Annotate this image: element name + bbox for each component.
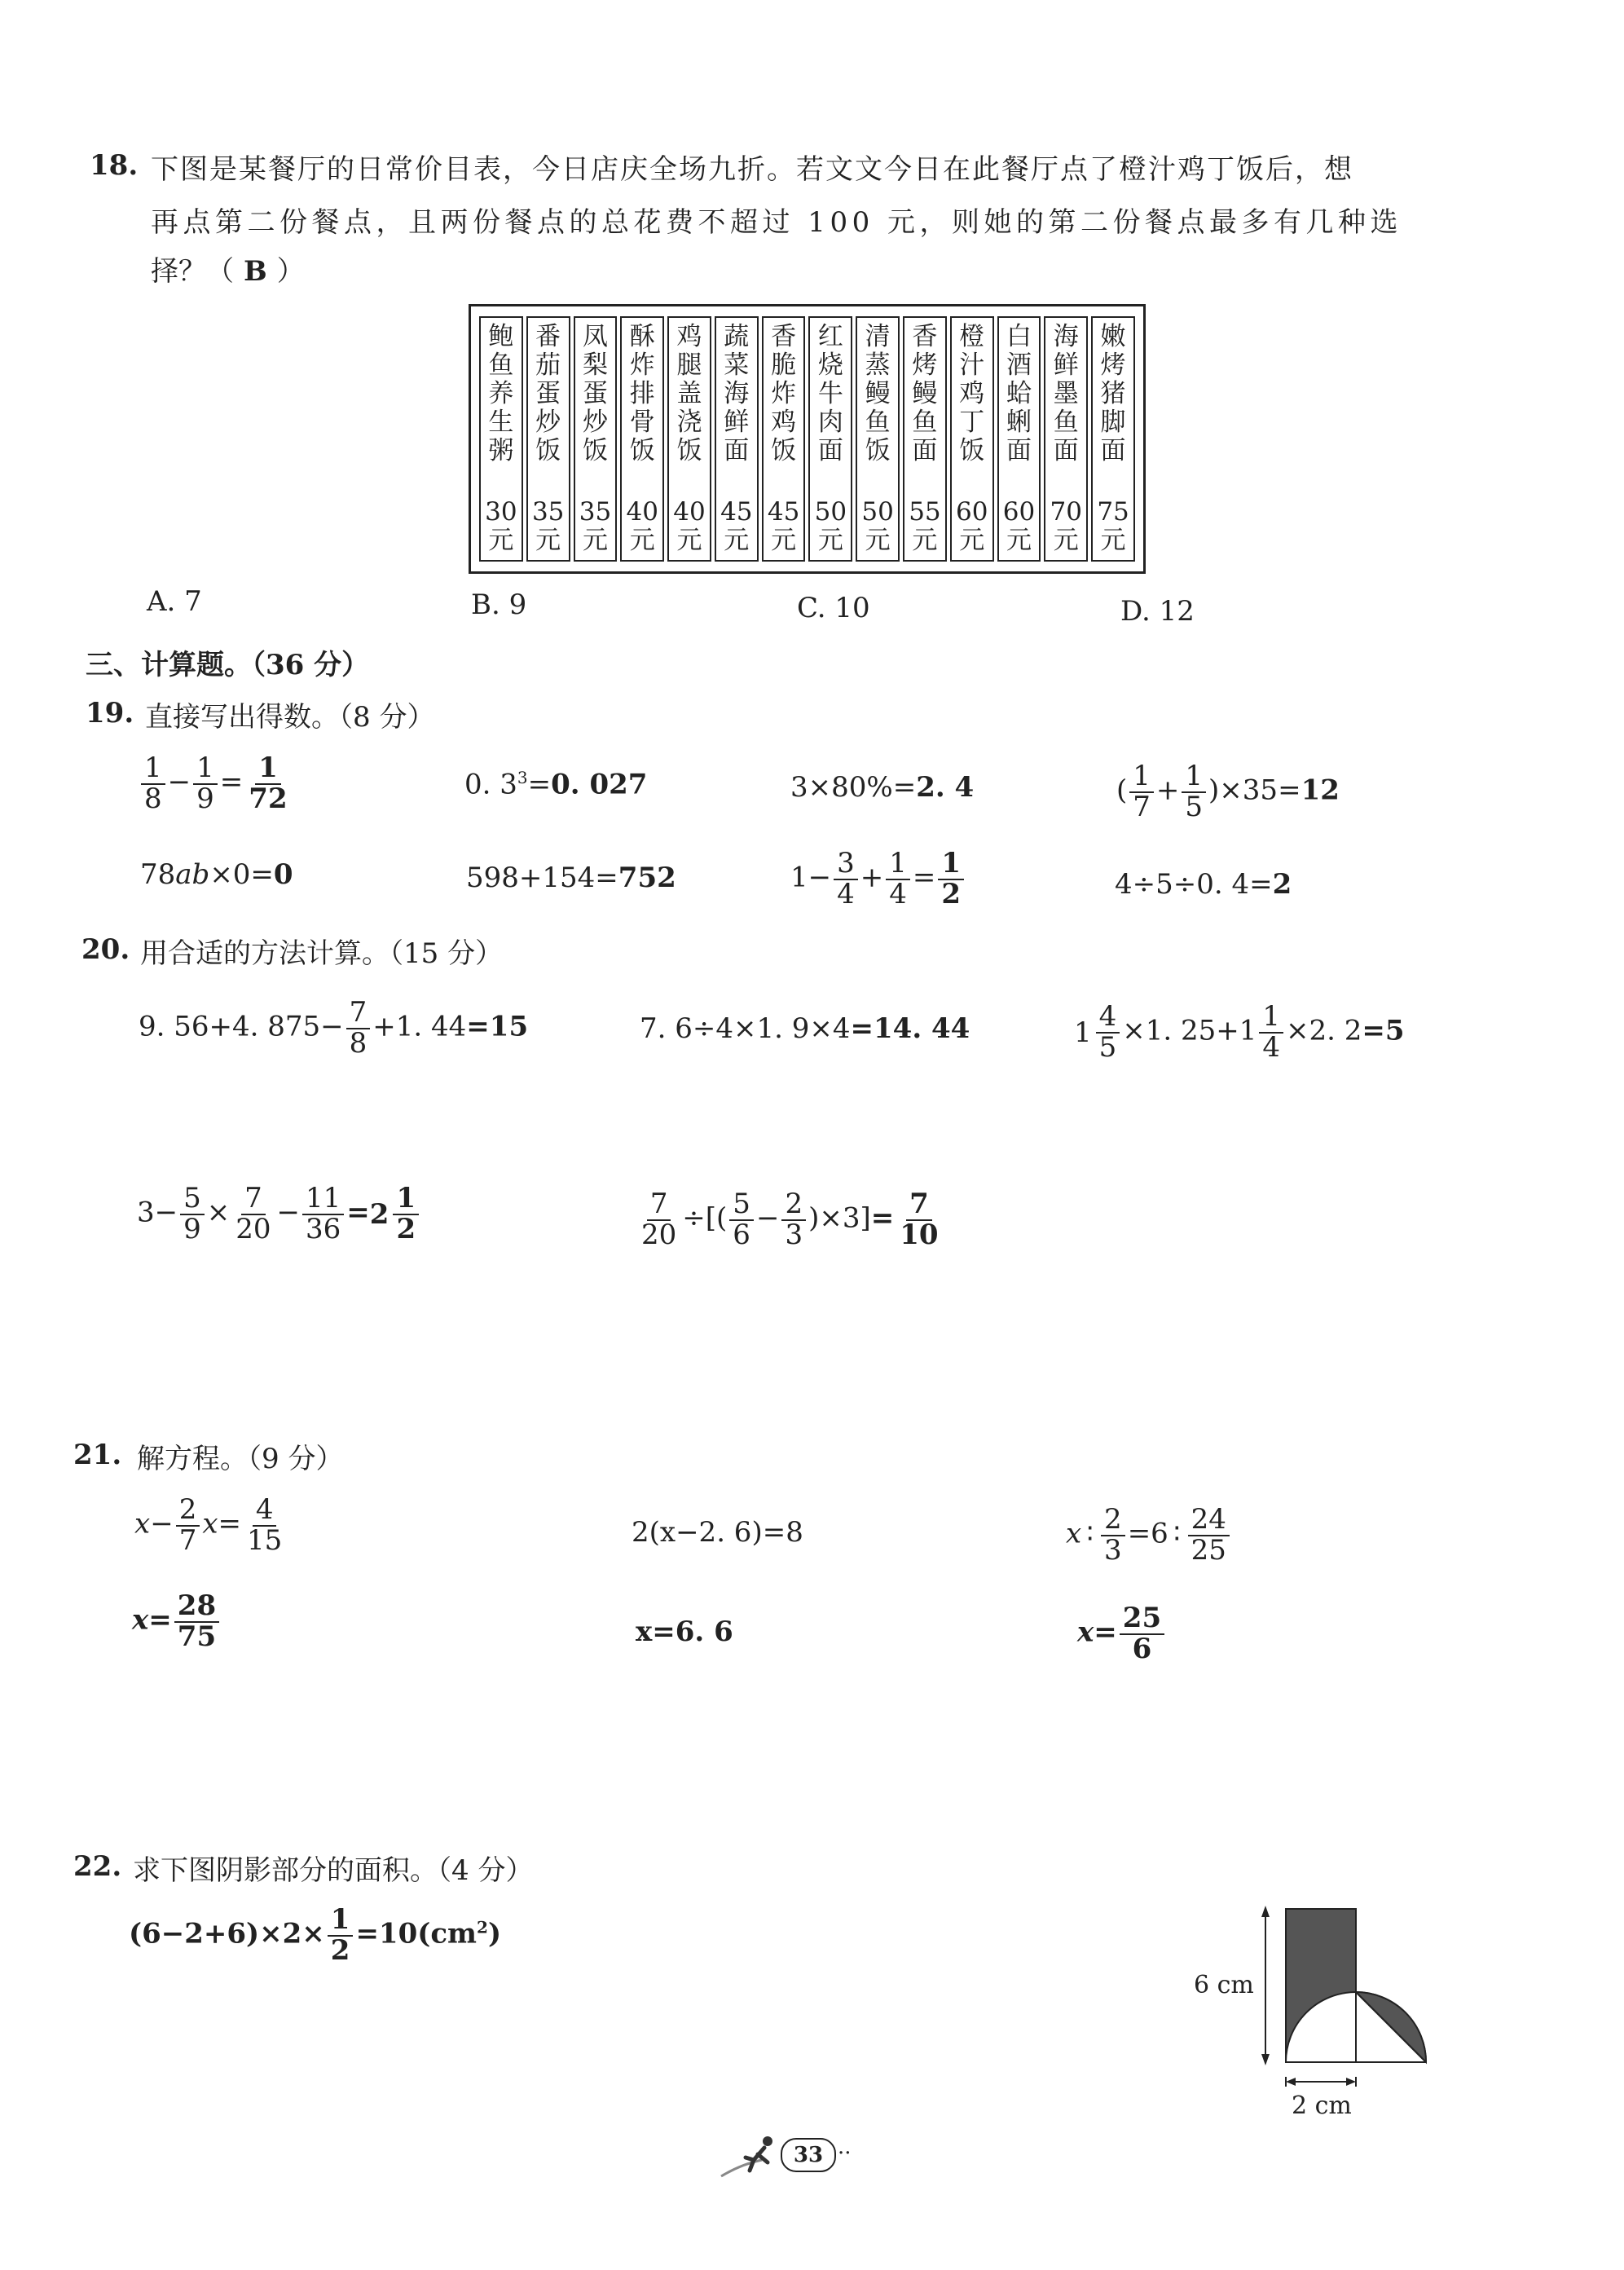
fraction: $\frac{5}{9}$	[180, 1184, 205, 1244]
menu-item-name: 白 酒 蛤 蜊 面	[1006, 322, 1032, 466]
q18-option-a: A. 7	[147, 585, 202, 618]
menu-item-name: 海 鲜 墨 鱼 面	[1053, 322, 1079, 466]
menu-item	[1044, 316, 1088, 562]
q22-title: 求下图阴影部分的面积。（4 分）	[133, 1854, 534, 1887]
q18-option-c: C. 10	[797, 592, 870, 624]
menu-item	[1091, 316, 1135, 562]
menu-item-price: 35 元	[579, 496, 612, 555]
menu-item	[574, 316, 618, 562]
figure-drawing	[1198, 1899, 1442, 2119]
fraction: $\frac{7}{20}$	[235, 1182, 271, 1245]
q21-answer3: x= $\frac{25}{6}$	[1077, 1604, 1167, 1664]
menu-item	[856, 316, 900, 562]
q21-answer1: x= $\frac{28}{75}$	[132, 1592, 222, 1651]
fraction: $\frac{7}{8}$	[346, 998, 371, 1058]
answer-fraction: $\frac{1}{2}$	[938, 849, 964, 909]
q18-number: 18.	[90, 149, 139, 182]
q18-line2: 再点第二份餐点，且两份餐点的总花费不超过 100 元，则她的第二份餐点最多有几种选	[151, 206, 1403, 239]
menu-item	[903, 316, 947, 562]
menu-item-price: 55 元	[909, 496, 941, 555]
fraction: $\frac{3}{4}$	[834, 849, 858, 909]
menu-item-name: 番 茄 蛋 炒 饭	[535, 322, 561, 466]
width-label: 2 cm	[1292, 2091, 1352, 2120]
q22-solution: (6−2+6)×2× $\frac{1}{2}$ $=10(cm^2)$	[129, 1903, 502, 1967]
menu-item-name: 嫩 烤 猪 脚 面	[1100, 322, 1126, 466]
answer-fraction: $\frac{7}{10}$	[900, 1188, 939, 1251]
section3-title: 三、计算题。（36 分）	[86, 649, 370, 681]
page-number: 33	[781, 2138, 836, 2172]
q18-option-d: D. 12	[1120, 595, 1195, 628]
menu-item-name: 蔬 菜 海 鲜 面	[724, 322, 750, 466]
fraction: $\frac{4}{15}$	[247, 1493, 283, 1557]
q19-expr2: 0. $3^3=0$. 027	[464, 768, 648, 801]
menu-item-name: 酥 炸 排 骨 饭	[629, 322, 655, 466]
q20-expr1: 9. 56+4. 875− $\frac{7}{8}$ +1. 44=15	[139, 996, 529, 1060]
q19-title: 直接写出得数。（8 分）	[145, 701, 435, 734]
menu-item	[620, 316, 664, 562]
height-arrow-bottom	[1261, 2054, 1270, 2065]
q20-title: 用合适的方法计算。（15 分）	[140, 937, 504, 970]
menu-item-price: 40 元	[626, 496, 658, 555]
menu-item	[667, 316, 711, 562]
q20-expr4: 3− $\frac{5}{9}$ × $\frac{7}{20}$ − $\frac{11}{36}$ = 2 $\frac{1}{2}$	[137, 1184, 421, 1244]
q18-answer: B	[244, 255, 267, 288]
fraction: $\frac{1}{8}$	[141, 754, 165, 813]
fraction: $\frac{1}{4}$	[886, 849, 910, 909]
fraction: $\frac{1}{9}$	[193, 754, 218, 813]
q19-expr4: ( $\frac{1}{7}$ + $\frac{1}{5}$ )×35=12	[1116, 760, 1340, 823]
q20-expr2: 7. 6÷4×1. 9×4=14. 44	[640, 1012, 970, 1045]
menu-item	[762, 316, 806, 562]
fraction: $\frac{2}{3}$	[781, 1190, 806, 1250]
menu-item-name: 香 脆 炸 鸡 饭	[771, 322, 797, 466]
q18-line3-suffix: ）	[276, 255, 305, 288]
q20-number: 20.	[81, 933, 130, 966]
menu-item	[950, 316, 994, 562]
menu-item	[526, 316, 570, 562]
q19-expr5: 78ab×0=0	[140, 858, 293, 891]
menu-columns	[479, 316, 1135, 562]
fraction: $\frac{1}{4}$	[1259, 1003, 1283, 1062]
menu-item	[715, 316, 759, 562]
fraction: $\frac{7}{20}$	[641, 1188, 677, 1251]
height-arrow-top	[1261, 1906, 1270, 1917]
fraction: $\frac{1}{5}$	[1182, 762, 1206, 822]
answer-mixed-number: 2 $\frac{1}{2}$	[370, 1184, 421, 1244]
q19-expr7: 1− $\frac{3}{4}$ + $\frac{1}{4}$ = $\frac{1}{2}$	[790, 849, 966, 909]
menu-item-price: 35 元	[531, 496, 565, 555]
q20-expr5: $\frac{7}{20}$ ÷[( $\frac{5}{6}$ − $\frac{2}{3}$ )×3]= $\frac{7}{10}$	[636, 1190, 944, 1250]
menu-item-price: 40 元	[673, 496, 706, 555]
fraction: $\frac{2}{7}$	[176, 1496, 200, 1555]
menu-item-name: 鲍 鱼 养 生 粥	[488, 322, 514, 466]
q18-line3-prefix: 择？（	[151, 255, 234, 288]
q21-number: 21.	[73, 1439, 122, 1471]
q19-expr6: 598+154=752	[466, 862, 676, 894]
menu-price-table	[469, 304, 1146, 574]
q19-number: 19.	[86, 697, 134, 729]
menu-item-price: 45 元	[767, 496, 800, 555]
menu-item	[997, 316, 1041, 562]
q22-number: 22.	[73, 1850, 122, 1883]
answer-fraction: $\frac{1}{72}$	[249, 752, 288, 815]
fraction: $\frac{1}{7}$	[1129, 762, 1154, 822]
menu-item	[479, 316, 523, 562]
q21-equation2: 2(x−2. 6)=8	[632, 1516, 803, 1549]
dots-decoration: ··	[838, 2141, 852, 2166]
menu-item	[808, 316, 852, 562]
menu-item-price: 50 元	[814, 496, 847, 555]
q20-expr3: 1 $\frac{4}{5}$ ×1. 25+1 $\frac{1}{4}$ ×2. 2=5	[1074, 1000, 1405, 1064]
menu-item-price: 60 元	[1002, 496, 1036, 555]
menu-item-name: 香 烤 鳗 鱼 面	[912, 322, 938, 466]
fraction: $\frac{5}{6}$	[729, 1190, 754, 1250]
menu-item-price: 45 元	[720, 496, 753, 555]
menu-item-name: 凤 梨 蛋 炒 饭	[582, 322, 608, 466]
fraction: $\frac{24}{25}$	[1188, 1505, 1230, 1565]
menu-item-price: 75 元	[1097, 496, 1129, 555]
q21-equation3: x ∶ $\frac{2}{3}$ =6 ∶ $\frac{24}{25}$	[1066, 1505, 1232, 1565]
height-label: 6 cm	[1194, 1971, 1254, 1999]
menu-item-name: 红 烧 牛 肉 面	[817, 322, 843, 466]
menu-item-name: 橙 汁 鸡 丁 饭	[959, 322, 985, 466]
menu-item-price: 30 元	[485, 496, 517, 555]
q21-equation1: x− $\frac{2}{7}$ x= $\frac{4}{15}$	[134, 1496, 288, 1555]
q19-expr1: $\frac{1}{8}$ − $\frac{1}{9}$ = $\frac{1}{72}$	[139, 754, 293, 813]
running-figure-icon	[717, 2131, 782, 2180]
menu-item-price: 50 元	[861, 496, 894, 555]
q19-expr8: 4÷5÷0. 4=2	[1115, 868, 1292, 901]
q18-line3	[151, 249, 305, 289]
menu-item-name: 清 蒸 鳗 鱼 饭	[865, 322, 891, 466]
menu-item-price: 60 元	[955, 496, 988, 555]
menu-item-price: 70 元	[1050, 496, 1082, 555]
fraction: $\frac{2}{3}$	[1101, 1505, 1125, 1565]
page-footer	[717, 2131, 852, 2188]
q21-answer2: x=6. 6	[636, 1615, 733, 1648]
mixed-number: 1 $\frac{4}{5}$	[1074, 1003, 1122, 1062]
shaded-area-figure	[1194, 1899, 1442, 2127]
menu-item-name: 鸡 腿 盖 浇 饭	[676, 322, 702, 466]
q18-option-b: B. 9	[471, 588, 527, 621]
q18-line1: 下图是某餐厅的日常价目表，今日店庆全场九折。若文文今日在此餐厅点了橙汁鸡丁饭后，想	[151, 153, 1353, 186]
q21-title: 解方程。（9 分）	[137, 1443, 344, 1475]
fraction: $\frac{11}{36}$	[302, 1184, 344, 1244]
q19-expr3: 3×80%=2. 4	[790, 771, 975, 804]
